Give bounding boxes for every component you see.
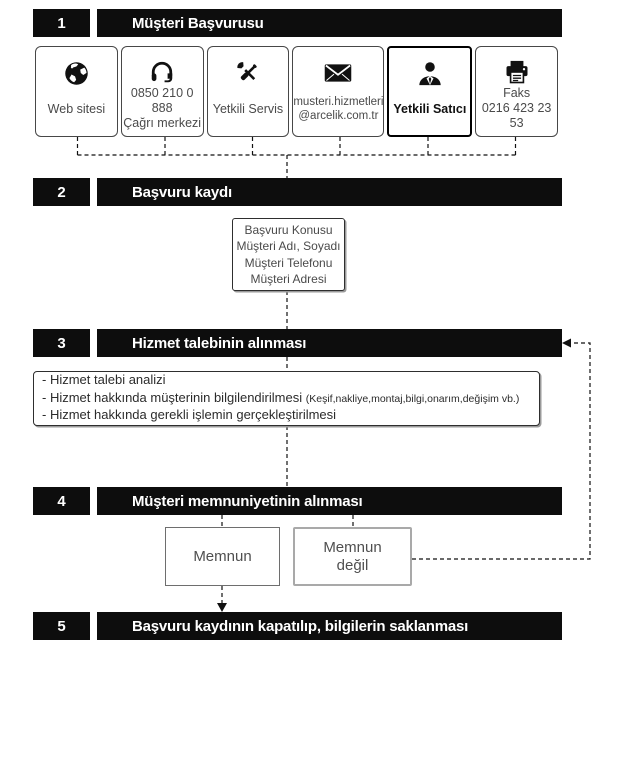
step-5-title: Başvuru kaydının kapatılıp, bilgilerin saklanması bbox=[97, 612, 562, 640]
record-line-address: Müşteri Adresi bbox=[250, 272, 327, 286]
channel-email-line2: @arcelik.com.tr bbox=[298, 110, 379, 122]
channel-call-center-label: Çağrı merkezi bbox=[123, 116, 202, 130]
channel-fax-number: 0216 423 23 53 bbox=[481, 101, 552, 130]
service-item-3-text: - Hizmet hakkında gerekli işlemin gerçekleştirilmesi bbox=[42, 407, 337, 423]
channel-website-label: Web sitesi bbox=[47, 101, 106, 116]
service-item-1-text: - Hizmet talebi analizi bbox=[42, 372, 166, 388]
satisfied-label: Memnun bbox=[193, 547, 252, 565]
not-satisfied-box bbox=[293, 527, 412, 586]
record-info-box bbox=[232, 218, 345, 291]
channel-website bbox=[35, 46, 118, 137]
step-3-title: Hizmet talebinin alınması bbox=[97, 329, 562, 357]
step-2-title: Başvuru kaydı bbox=[97, 178, 562, 206]
channel-email bbox=[292, 46, 384, 137]
service-item-2-text: - Hizmet hakkında müşterinin bilgilendirilmesi bbox=[42, 389, 303, 405]
satisfied-box bbox=[165, 527, 280, 586]
service-item-1 bbox=[42, 372, 531, 390]
step-1-title: Müşteri Başvurusu bbox=[97, 9, 562, 37]
arrowhead-into-step5 bbox=[217, 603, 227, 612]
service-item-3 bbox=[42, 407, 531, 425]
service-item-2-note: (Keşif,nakliye,montaj,bilgi,onarım,değişim vb.) bbox=[305, 392, 520, 405]
not-satisfied-label: Memnun değil bbox=[323, 538, 382, 574]
envelope-icon bbox=[323, 58, 353, 88]
globe-icon bbox=[63, 58, 90, 88]
record-line-name: Müşteri Adı, Soyadı bbox=[236, 239, 341, 253]
channel-authorized-dealer-label: Yetkili Satıcı bbox=[393, 101, 467, 116]
step-4-number: 4 bbox=[33, 487, 90, 515]
connector-channel-stubs bbox=[78, 137, 516, 155]
service-detail-box bbox=[33, 371, 540, 426]
channel-fax-label: Faks bbox=[503, 86, 531, 100]
channel-authorized-service bbox=[207, 46, 290, 137]
channel-call-center bbox=[121, 46, 204, 137]
channel-authorized-dealer bbox=[387, 46, 472, 137]
headset-icon bbox=[148, 58, 176, 86]
channel-fax bbox=[475, 46, 558, 137]
step-1-number: 1 bbox=[33, 9, 90, 37]
arrowhead-into-step3 bbox=[562, 339, 571, 348]
service-item-2 bbox=[42, 390, 531, 408]
channel-email-line1: musteri.hizmetleri bbox=[293, 96, 384, 108]
step-2-number: 2 bbox=[33, 178, 90, 206]
channel-row bbox=[35, 46, 558, 137]
fax-icon bbox=[503, 58, 531, 86]
channel-authorized-service-label: Yetkili Servis bbox=[212, 101, 284, 116]
step-4-title: Müşteri memnuniyetinin alınması bbox=[97, 487, 562, 515]
step-3-number: 3 bbox=[33, 329, 90, 357]
step-5-number: 5 bbox=[33, 612, 90, 640]
salesman-icon bbox=[416, 59, 444, 89]
channel-call-center-phone: 0850 210 0 888 bbox=[130, 86, 194, 115]
record-line-phone: Müşteri Telefonu bbox=[244, 255, 333, 270]
record-line-subject: Başvuru Konusu bbox=[244, 222, 333, 237]
tools-icon bbox=[234, 58, 262, 88]
